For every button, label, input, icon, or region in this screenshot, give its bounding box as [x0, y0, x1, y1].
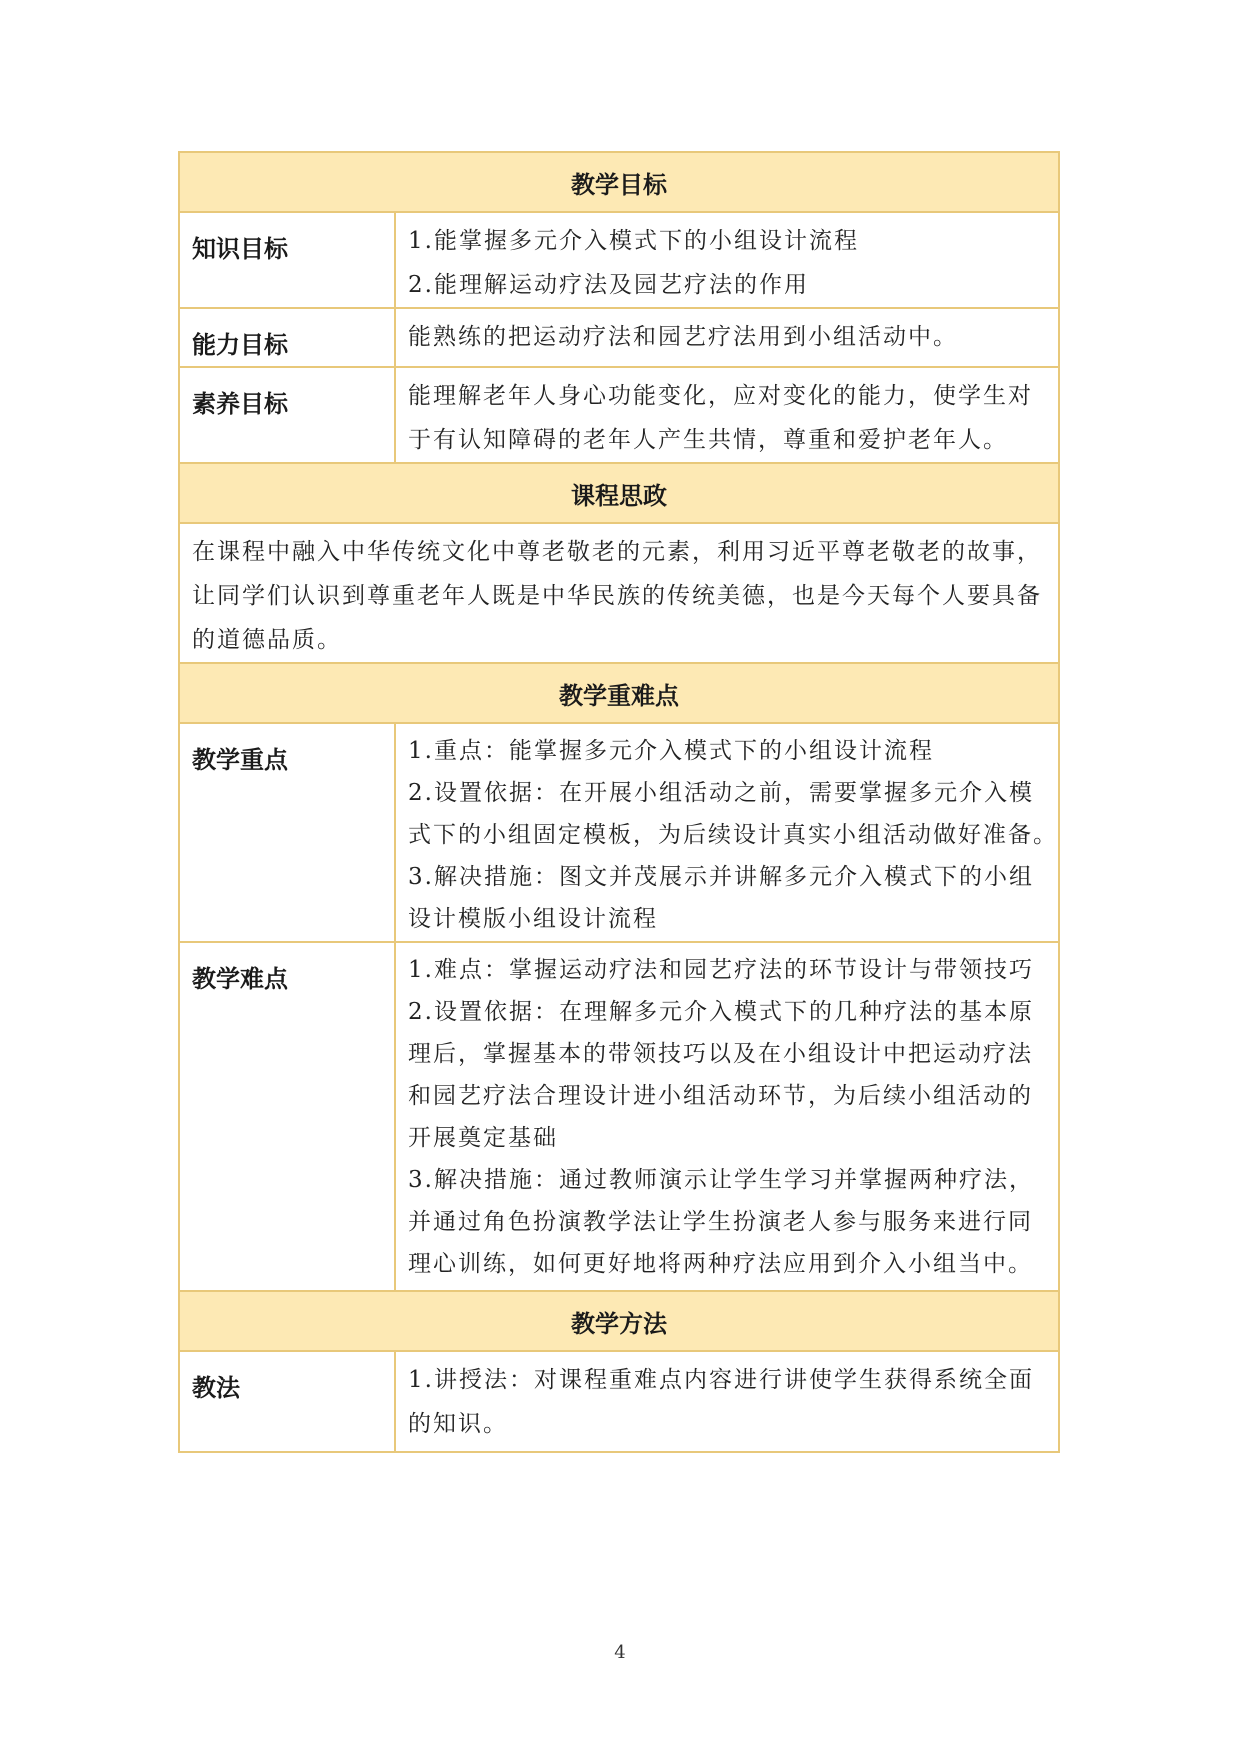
text-line: 2.设置依据：在理解多元介入模式下的几种疗法的基本原	[408, 999, 1034, 1025]
section-header-teaching-goals: 教学目标	[179, 152, 1059, 212]
text-line: 理后，掌握基本的带领技巧以及在小组设计中把运动疗法	[408, 1041, 1033, 1067]
text-line: 2.设置依据：在开展小组活动之前，需要掌握多元介入模	[408, 780, 1034, 806]
row-label-teaching-focus: 教学重点	[179, 723, 395, 942]
row-label-literacy-goal: 素养目标	[179, 367, 395, 463]
ability-goal-content	[395, 308, 1059, 367]
section-header-methods: 教学方法	[179, 1291, 1059, 1351]
text-line: 能熟练的把运动疗法和园艺疗法用到小组活动中。	[408, 324, 958, 350]
row-label-teaching-difficulty: 教学难点	[179, 942, 395, 1291]
knowledge-goal-content	[395, 212, 1059, 308]
ideology-content	[179, 523, 1059, 663]
section-header-ideology: 课程思政	[179, 463, 1059, 523]
text-line: 的道德品质。	[192, 627, 342, 653]
text-line: 的知识。	[408, 1411, 508, 1437]
text-line: 1.能掌握多元介入模式下的小组设计流程	[408, 228, 859, 254]
text-line: 式下的小组固定模板，为后续设计真实小组活动做好准备。	[408, 822, 1058, 848]
section-header-key-points: 教学重难点	[179, 663, 1059, 723]
literacy-goal-content	[395, 367, 1059, 463]
text-line: 于有认知障碍的老年人产生共情，尊重和爱护老年人。	[408, 427, 1008, 453]
text-line: 3.解决措施：通过教师演示让学生学习并掌握两种疗法，	[408, 1167, 1034, 1193]
text-line: 和园艺疗法合理设计进小组活动环节，为后续小组活动的	[408, 1083, 1033, 1109]
text-line: 在课程中融入中华传统文化中尊老敬老的元素，利用习近平尊老敬老的故事，	[192, 539, 1042, 565]
text-line: 设计模版小组设计流程	[408, 906, 658, 932]
lesson-plan-table	[178, 151, 1060, 1453]
page-number: 4	[614, 1642, 626, 1663]
text-line: 1.难点：掌握运动疗法和园艺疗法的环节设计与带领技巧	[408, 957, 1034, 983]
text-line: 能理解老年人身心功能变化，应对变化的能力，使学生对	[408, 383, 1033, 409]
row-label-teaching-method: 教法	[179, 1351, 395, 1452]
teaching-method-content	[395, 1351, 1059, 1452]
text-line: 1.重点：能掌握多元介入模式下的小组设计流程	[408, 738, 934, 764]
text-line: 3.解决措施：图文并茂展示并讲解多元介入模式下的小组	[408, 864, 1034, 890]
row-label-knowledge-goal: 知识目标	[179, 212, 395, 308]
text-line: 让同学们认识到尊重老年人既是中华民族的传统美德，也是今天每个人要具备	[192, 583, 1042, 609]
teaching-difficulty-content	[395, 942, 1059, 1291]
row-label-ability-goal: 能力目标	[179, 308, 395, 367]
text-line: 1.讲授法：对课程重难点内容进行讲使学生获得系统全面	[408, 1367, 1034, 1393]
text-line: 开展奠定基础	[408, 1125, 558, 1151]
text-line: 理心训练，如何更好地将两种疗法应用到介入小组当中。	[408, 1251, 1033, 1277]
teaching-focus-content	[395, 723, 1059, 942]
text-line: 2.能理解运动疗法及园艺疗法的作用	[408, 272, 809, 298]
text-line: 并通过角色扮演教学法让学生扮演老人参与服务来进行同	[408, 1209, 1033, 1235]
